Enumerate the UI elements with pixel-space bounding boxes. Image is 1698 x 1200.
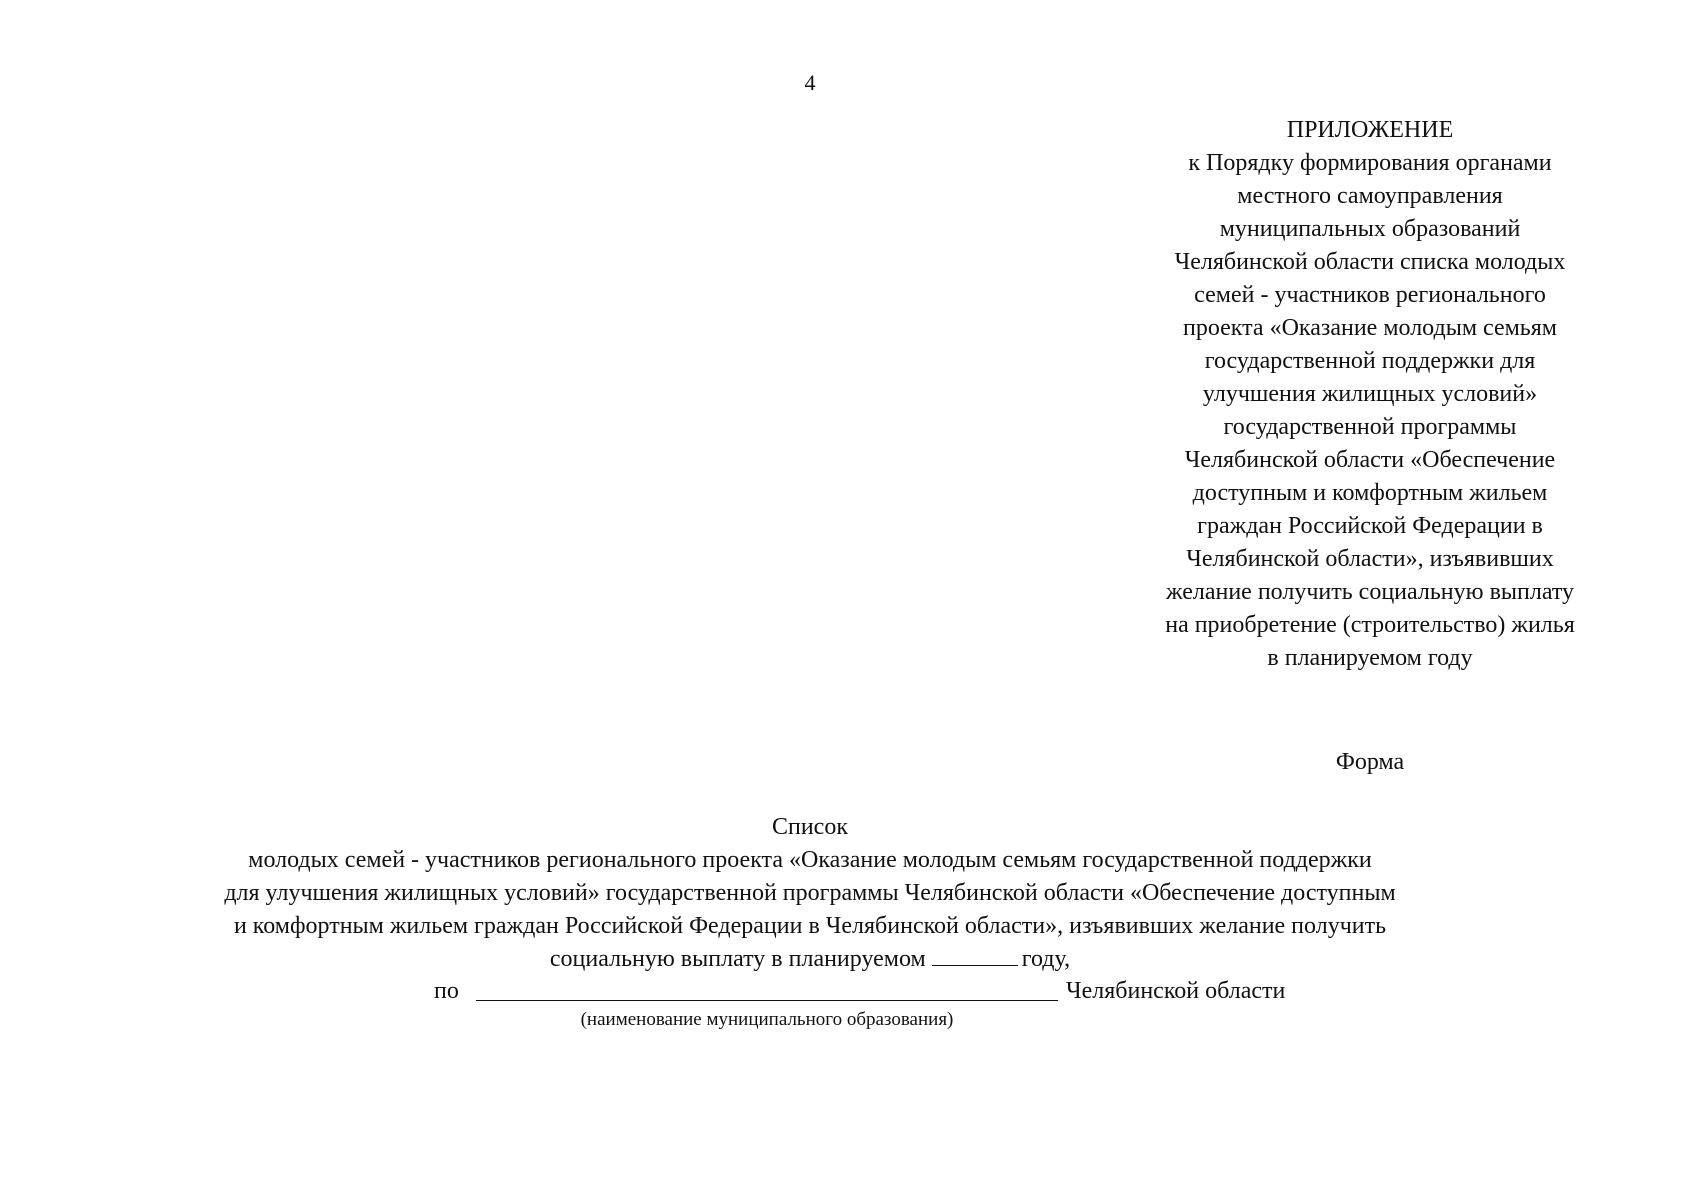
appendix-title: ПРИЛОЖЕНИЕ	[1286, 117, 1454, 143]
year-blank	[932, 947, 1018, 966]
appendix-line: государственной программы	[1223, 414, 1517, 440]
appendix-line: семей - участников регионального	[1194, 282, 1546, 308]
appendix-line: местного самоуправления	[1237, 183, 1503, 209]
list-title: Список	[771, 814, 848, 840]
year-line-end: году,	[1021, 946, 1071, 972]
appendix-line: проекта «Оказание молодым семьям	[1183, 315, 1557, 341]
appendix-line: муниципальных образований	[1219, 216, 1521, 242]
list-line: и комфортным жильем граждан Российской Федерации в Челябинской области», изъявивших желание получить	[233, 913, 1387, 939]
appendix-line: в планируемом году	[1267, 645, 1473, 671]
municipality-row	[0, 976, 1620, 1006]
appendix-line: доступным и комфортным жильем	[1192, 480, 1548, 506]
list-heading	[0, 811, 1620, 976]
list-line-year	[0, 943, 1620, 976]
page-number: 4	[804, 70, 816, 95]
municipality-suffix: Челябинской области	[1066, 978, 1286, 1004]
appendix-line: Челябинской области списка молодых	[1174, 249, 1566, 275]
appendix-line: граждан Российской Федерации в	[1197, 513, 1543, 539]
municipality-caption: (наименование муниципального образования)	[580, 1009, 954, 1030]
appendix-line: Челябинской области «Обеспечение	[1184, 447, 1556, 473]
list-line: для улучшения жилищных условий» государственной программы Челябинской области «Обеспечение доступным	[224, 880, 1396, 906]
appendix-line: государственной поддержки для	[1204, 348, 1536, 374]
appendix-block	[1120, 114, 1620, 675]
municipality-blank	[476, 1000, 1058, 1001]
appendix-line: на приобретение (строительство) жилья	[1165, 612, 1575, 638]
appendix-line: к Порядку формирования органами	[1188, 150, 1552, 176]
form-label: Форма	[1335, 749, 1405, 775]
year-line-text: социальную выплату в планируемом	[549, 946, 926, 972]
appendix-line: Челябинской области», изъявивших	[1186, 546, 1554, 572]
appendix-line: желание получить социальную выплату	[1165, 579, 1575, 605]
municipality-prefix: по	[434, 978, 459, 1004]
appendix-line: улучшения жилищных условий»	[1202, 381, 1538, 407]
list-line: молодых семей - участников регионального проекта «Оказание молодым семьям государственной поддержки	[248, 847, 1372, 873]
